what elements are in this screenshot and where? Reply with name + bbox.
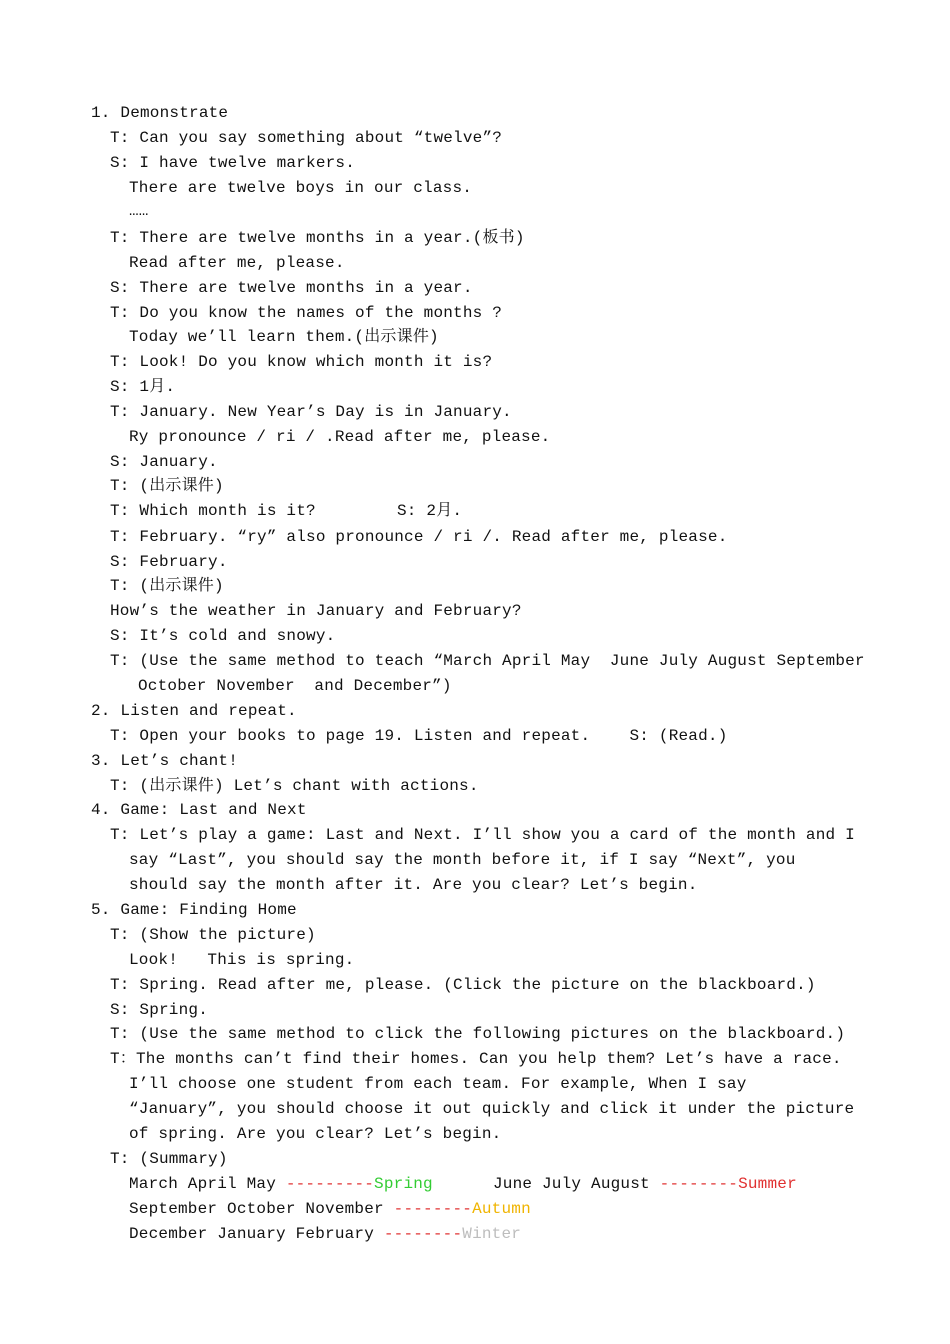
dialogue-line: T: (出示课件) — [110, 477, 224, 495]
summary-summer — [493, 1174, 797, 1194]
dialogue-line: October November and December”) — [138, 677, 452, 695]
dialogue-line: should say the month after it. Are you clear? Let’s begin. — [129, 876, 698, 894]
dialogue-line: S: It’s cold and snowy. — [110, 627, 336, 645]
dialogue-line: Look! This is spring. — [129, 951, 355, 969]
dialogue-line: T: (Show the picture) — [110, 926, 316, 944]
dialogue-line: T: Spring. Read after me, please. (Click the picture on the blackboard.) — [110, 976, 816, 994]
summer-label: Summer — [738, 1175, 797, 1193]
dialogue-line: T: February. “ry” also pronounce / ri /. Read after me, please. — [110, 528, 728, 546]
dialogue-line: T: January. New Year’s Day is in January. — [110, 403, 512, 421]
autumn-label: Autumn — [472, 1200, 531, 1218]
winter-dash: -------- — [383, 1225, 463, 1243]
dialogue-line: S: 1月. — [110, 378, 176, 396]
dialogue-line: T: Do you know the names of the months ? — [110, 304, 503, 322]
section-2-heading: 2. Listen and repeat. — [91, 702, 297, 720]
dialogue-line: Ry pronounce / ri / .Read after me, please. — [129, 428, 551, 446]
autumn-dash: -------- — [393, 1200, 473, 1218]
summary-spring — [129, 1174, 433, 1194]
dialogue-line: How’s the weather in January and February? — [110, 602, 522, 620]
dialogue-line: T：The months can’t find their homes. Can you help them? Let’s have a race. — [110, 1050, 842, 1068]
summer-months: June July August — [493, 1175, 660, 1193]
dialogue-line: T: (出示课件) — [110, 577, 224, 595]
dialogue-line: T: Which month is it? — [110, 502, 316, 520]
section-3-heading: 3. Let’s chant! — [91, 752, 239, 770]
dialogue-line: There are twelve boys in our class. — [129, 179, 473, 197]
dialogue-line: S: February. — [110, 553, 228, 571]
dialogue-line: T: Open your books to page 19. Listen and repeat. S: (Read.) — [110, 727, 728, 745]
dialogue-line: S: There are twelve months in a year. — [110, 279, 473, 297]
dialogue-line: T: Look! Do you know which month it is? — [110, 353, 493, 371]
ellipsis: …… — [129, 202, 149, 220]
dialogue-line: S: 2月. — [397, 502, 463, 520]
dialogue-line: T: Let’s play a game: Last and Next. I’ll show you a card of the month and I — [110, 826, 855, 844]
dialogue-line: T: (Use the same method to click the following pictures on the blackboard.) — [110, 1025, 846, 1043]
dialogue-line: Today we’ll learn them.(出示课件) — [129, 328, 439, 346]
dialogue-line: T: (Use the same method to teach “March April May June July August September — [110, 652, 865, 670]
summer-dash: -------- — [659, 1175, 739, 1193]
dialogue-line: Read after me, please. — [129, 254, 345, 272]
dialogue-line: of spring. Are you clear? Let’s begin. — [129, 1125, 502, 1143]
spring-dash: --------- — [285, 1175, 375, 1193]
dialogue-line: T: (Summary) — [110, 1150, 228, 1168]
winter-months: December January February — [129, 1225, 384, 1243]
dialogue-line: I’ll choose one student from each team. For example, When I say — [129, 1075, 747, 1093]
section-1-heading: 1. Demonstrate — [91, 104, 229, 122]
dialogue-line: say “Last”, you should say the month before it, if I say “Next”, you — [129, 851, 796, 869]
autumn-months: September October November — [129, 1200, 394, 1218]
spring-label: Spring — [374, 1175, 433, 1193]
summary-winter — [129, 1224, 521, 1244]
dialogue-line: S: January. — [110, 453, 218, 471]
dialogue-line: T: (出示课件) Let’s chant with actions. — [110, 777, 479, 795]
section-5-heading: 5. Game: Finding Home — [91, 901, 297, 919]
dialogue-line: “January”, you should choose it out quickly and click it under the picture — [129, 1100, 855, 1118]
spring-months: March April May — [129, 1175, 286, 1193]
dialogue-line: S: Spring. — [110, 1001, 209, 1019]
dialogue-line: T: There are twelve months in a year.(板书) — [110, 229, 525, 247]
winter-label: Winter — [462, 1225, 522, 1243]
summary-autumn — [129, 1199, 531, 1219]
dialogue-line: T: Can you say something about “twelve”? — [110, 129, 503, 147]
dialogue-line: S: I have twelve markers. — [110, 154, 356, 172]
section-4-heading: 4. Game: Last and Next — [91, 801, 307, 819]
